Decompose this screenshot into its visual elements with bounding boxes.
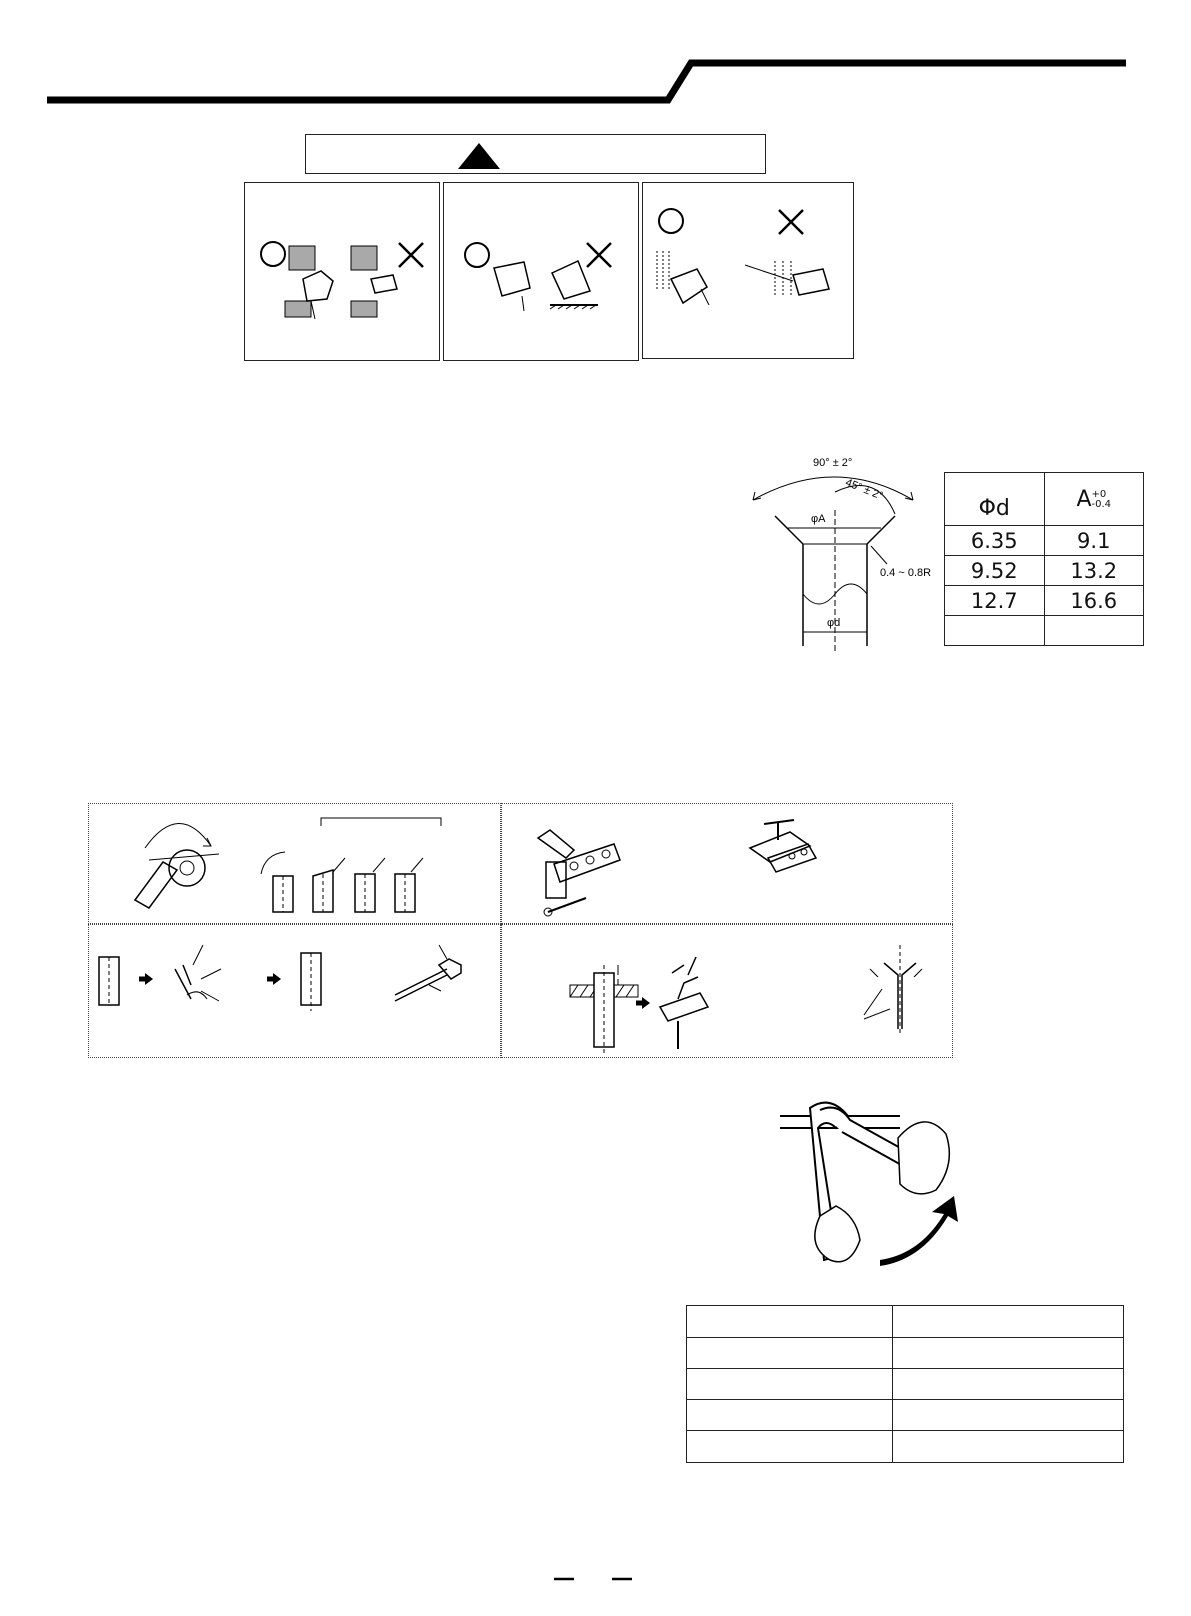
table-cell bbox=[893, 1369, 1124, 1400]
page-number-marks bbox=[550, 1575, 640, 1585]
cell-d: 9.52 bbox=[945, 556, 1045, 586]
table-row bbox=[687, 1369, 1124, 1400]
table-row bbox=[945, 526, 1144, 556]
angle-label-inner: 45° ± 2° bbox=[843, 476, 885, 503]
table-row bbox=[687, 1400, 1124, 1431]
cross-ng-icon bbox=[779, 210, 803, 234]
table-row bbox=[945, 473, 1144, 526]
warning-banner bbox=[305, 134, 766, 174]
table-row bbox=[945, 556, 1144, 586]
table-row bbox=[945, 586, 1144, 616]
warning-triangle-icon bbox=[456, 141, 502, 171]
cell-a: 16.6 bbox=[1044, 586, 1144, 616]
cell-d: 12.7 bbox=[945, 586, 1045, 616]
table-row bbox=[687, 1431, 1124, 1463]
table-cell bbox=[893, 1338, 1124, 1369]
table-row bbox=[687, 1338, 1124, 1369]
header-a: A+0 -0.4 bbox=[1044, 473, 1144, 526]
panel-pipe-end-protection bbox=[244, 182, 440, 361]
flare-dimension-table bbox=[944, 472, 1144, 646]
header-d: Φd bbox=[945, 473, 1045, 526]
diameter-label-bottom: φd bbox=[827, 617, 841, 629]
procedure-panel-flaring bbox=[501, 924, 953, 1058]
table-cell bbox=[687, 1338, 893, 1369]
radius-label: 0.4 ~ 0.8R bbox=[880, 567, 932, 579]
table-row bbox=[687, 1306, 1124, 1338]
diameter-label-top: φA bbox=[811, 513, 826, 525]
cell-d: 6.35 bbox=[945, 526, 1045, 556]
torque-table bbox=[686, 1305, 1124, 1463]
flare-diagram bbox=[745, 452, 945, 662]
table-row bbox=[945, 616, 1144, 646]
table-cell bbox=[893, 1306, 1124, 1338]
table-cell bbox=[687, 1431, 893, 1463]
table-cell bbox=[893, 1431, 1124, 1463]
angle-label-outer: 90° ± 2° bbox=[813, 457, 853, 469]
table-cell bbox=[687, 1306, 893, 1338]
header-rule bbox=[0, 0, 1191, 110]
procedure-panel-deburring bbox=[88, 924, 501, 1058]
cross-ng-icon bbox=[399, 243, 423, 267]
cross-ng-icon bbox=[587, 243, 611, 267]
cell-d bbox=[945, 616, 1045, 646]
table-cell bbox=[893, 1400, 1124, 1431]
table-cell bbox=[687, 1400, 893, 1431]
procedure-panel-cutting bbox=[88, 803, 501, 924]
procedure-panel-flaring-tools bbox=[501, 803, 953, 924]
cell-a: 13.2 bbox=[1044, 556, 1144, 586]
circle-ok-icon bbox=[659, 209, 683, 233]
circle-ok-icon bbox=[465, 243, 489, 267]
cell-a: 9.1 bbox=[1044, 526, 1144, 556]
circle-ok-icon bbox=[261, 242, 285, 266]
panel-pipe-direction bbox=[443, 182, 639, 361]
two-wrench-illustration bbox=[780, 1098, 960, 1282]
cell-a bbox=[1044, 616, 1144, 646]
table-cell bbox=[687, 1369, 893, 1400]
panel-pipe-rain bbox=[642, 182, 854, 359]
